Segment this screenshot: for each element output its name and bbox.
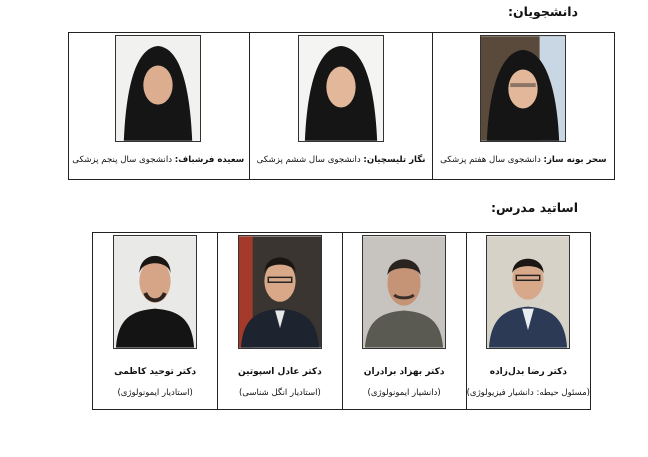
teacher-photo xyxy=(113,235,197,349)
student-caption xyxy=(433,155,614,165)
student-desc: دانشجوی سال پنجم پزشکی xyxy=(72,155,173,165)
student-photo xyxy=(115,35,201,142)
portrait-image xyxy=(363,236,445,348)
students-table xyxy=(68,32,615,180)
student-photo xyxy=(480,35,566,142)
portrait-image xyxy=(239,236,321,348)
teachers-table xyxy=(92,232,591,410)
teacher-name: دکتر عادل اسپوتین xyxy=(237,367,322,377)
teacher-photo xyxy=(486,235,570,349)
students-heading: دانشجویان: xyxy=(507,4,578,19)
student-caption xyxy=(250,155,431,165)
student-card xyxy=(249,33,431,179)
teacher-card xyxy=(217,233,341,409)
student-desc: دانشجوی سال هفتم پزشکی xyxy=(440,155,541,165)
teacher-name: دکتر بهزاد برادران xyxy=(363,367,445,377)
student-card xyxy=(432,33,614,179)
student-name: سعیده فرشباف: xyxy=(174,155,245,165)
student-photo xyxy=(298,35,384,142)
teacher-card xyxy=(466,233,590,409)
teacher-photo xyxy=(238,235,322,349)
student-desc: دانشجوی سال ششم پزشکی xyxy=(256,155,361,165)
portrait-image xyxy=(299,36,383,141)
portrait-image xyxy=(481,36,565,141)
portrait-image xyxy=(114,236,196,348)
teacher-photo xyxy=(362,235,446,349)
teacher-name: دکتر رضا بدل‌زاده xyxy=(489,367,567,377)
teacher-title: (استادیار ایمونولوژی) xyxy=(117,388,193,398)
teacher-title: (استادیار انگل شناسی) xyxy=(238,388,321,398)
teachers-heading: اساتید مدرس: xyxy=(490,200,578,215)
teacher-title: (مسئول حیطه: دانشیار فیزیولوژی) xyxy=(466,388,590,398)
portrait-image xyxy=(487,236,569,348)
teacher-card xyxy=(93,233,217,409)
teacher-name: دکتر توحید کاظمی xyxy=(114,367,197,377)
student-card xyxy=(67,33,249,179)
teacher-title: (دانشیار ایمونولوژی) xyxy=(367,388,441,398)
student-caption xyxy=(67,155,249,165)
student-name: نگار تلیسچیان: xyxy=(363,155,426,165)
student-name: سحر بونه ساز: xyxy=(543,155,607,165)
teacher-card xyxy=(342,233,466,409)
portrait-image xyxy=(116,36,200,141)
